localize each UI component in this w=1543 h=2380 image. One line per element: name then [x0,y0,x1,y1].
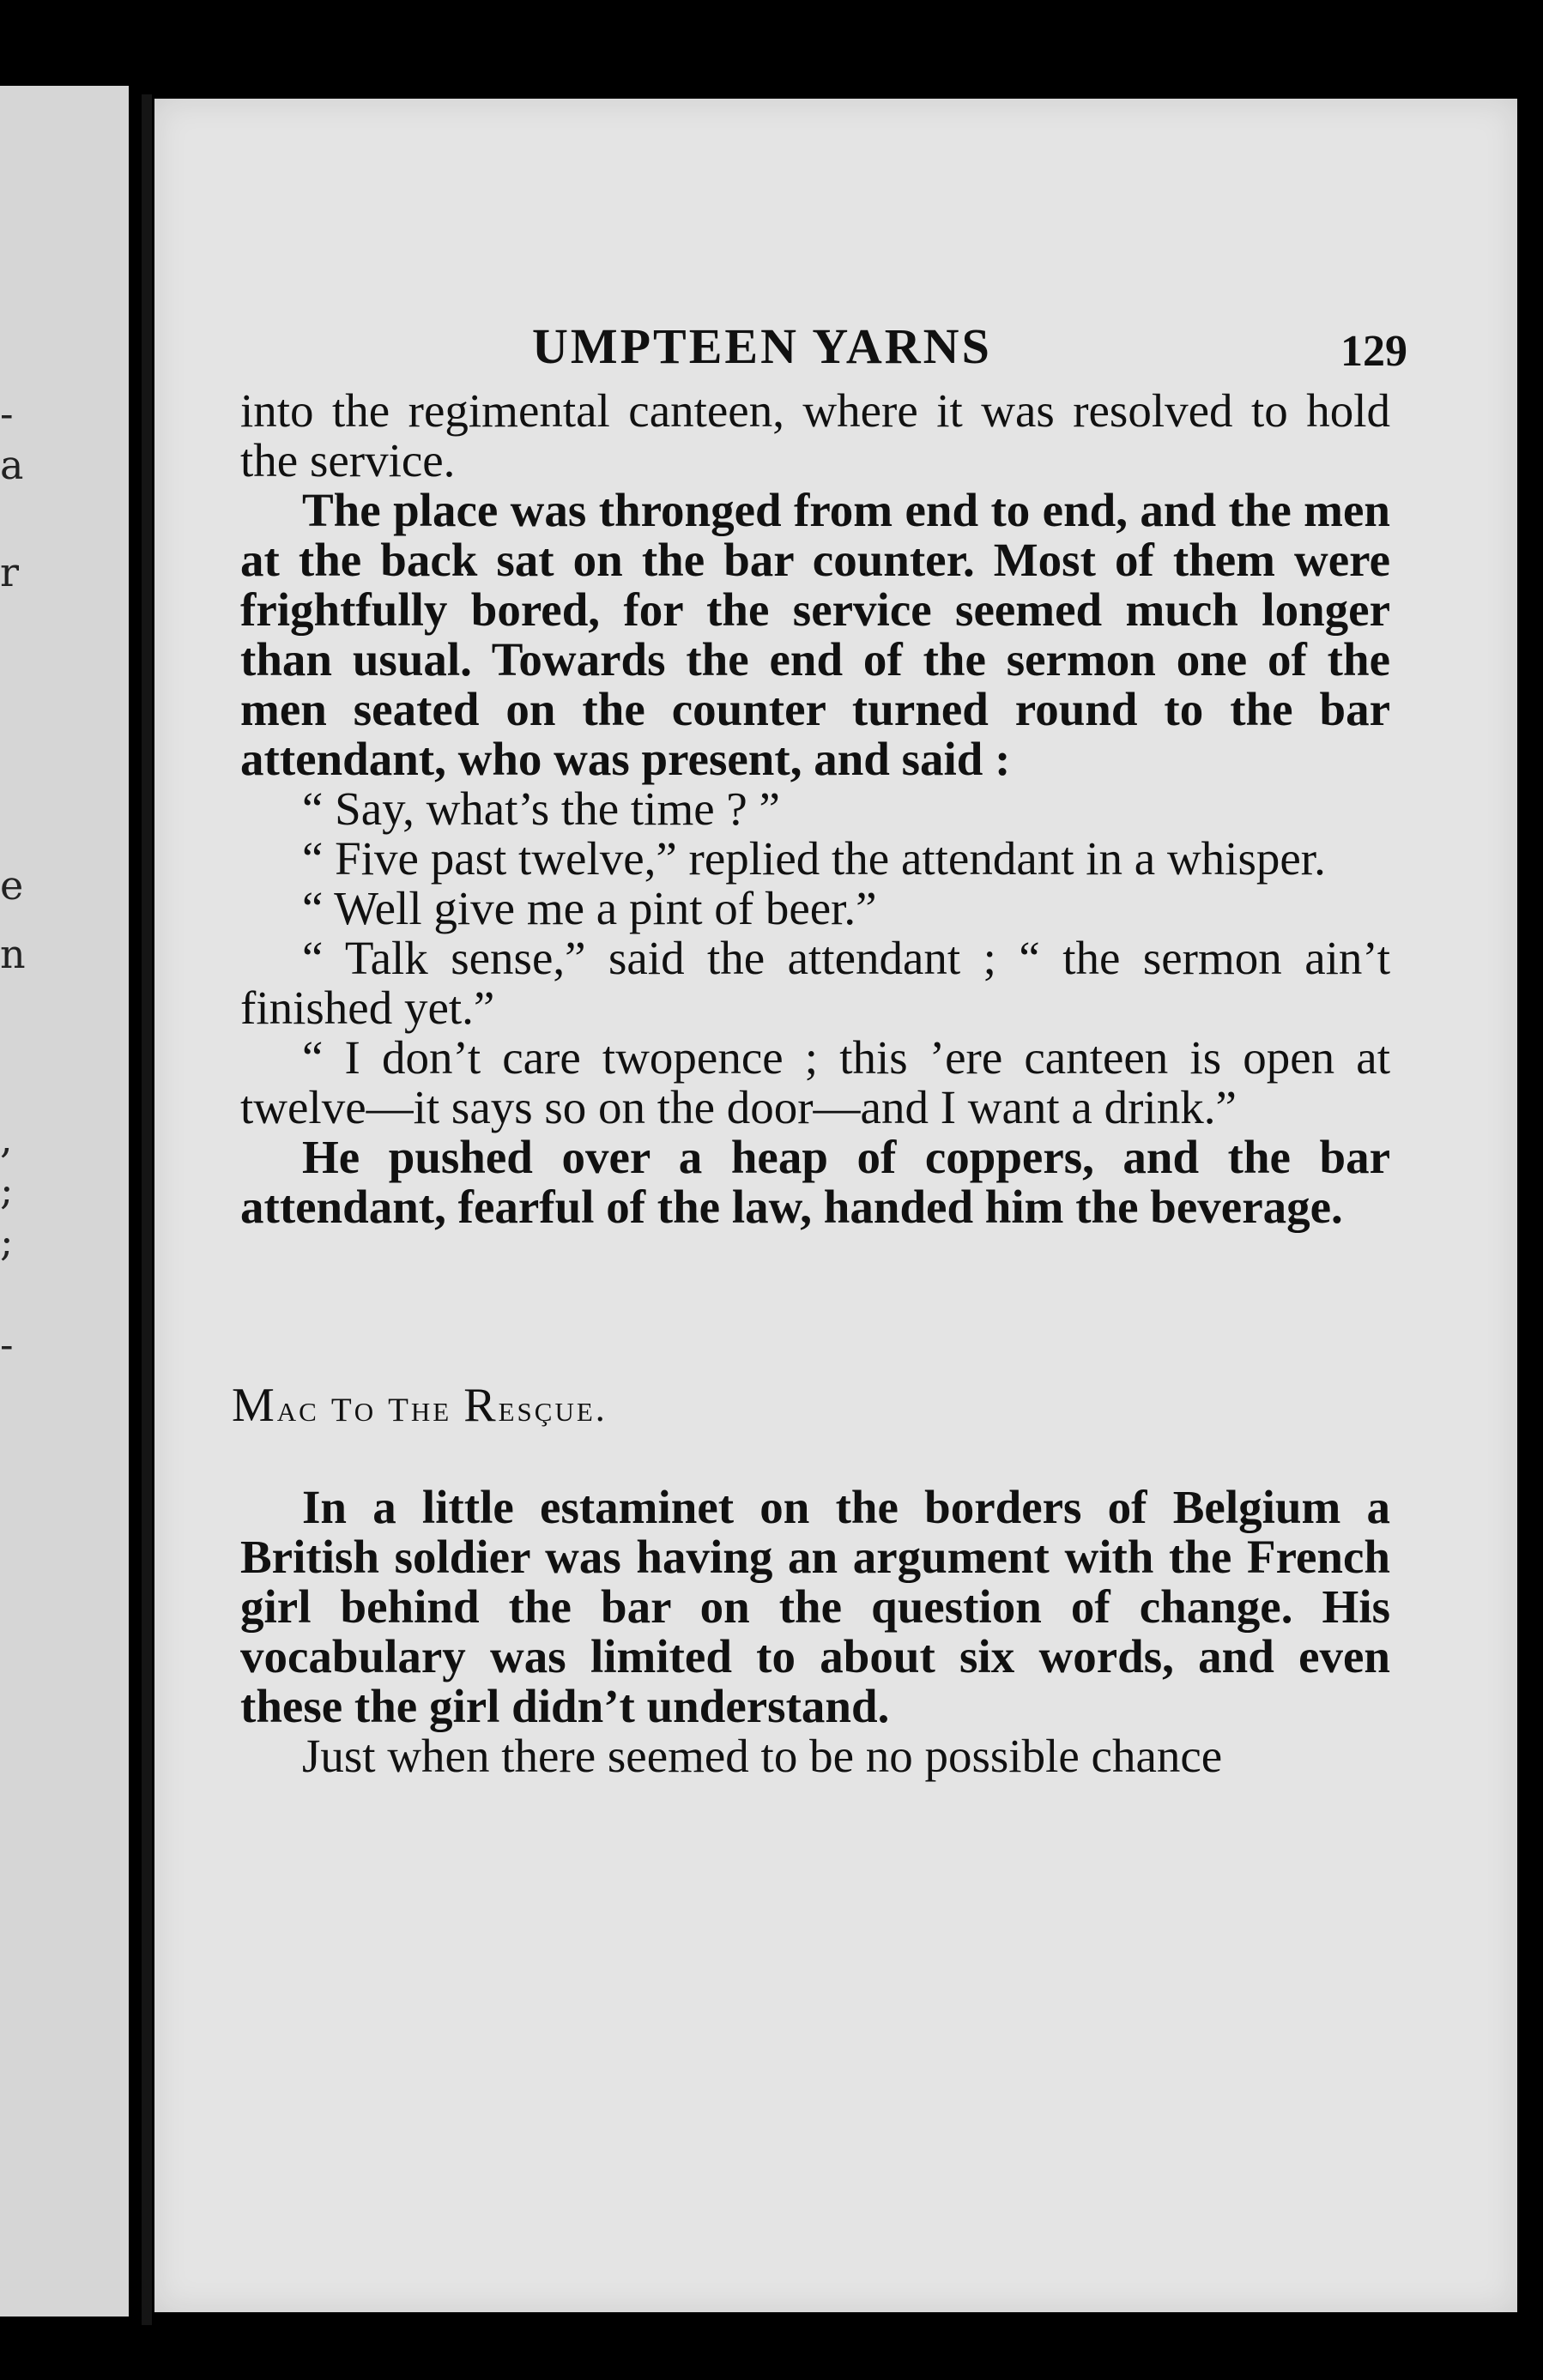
margin-mark: n [0,931,26,977]
heading-initial: t [330,1379,354,1432]
running-head [240,317,1407,386]
section-heading: Mac to the Resçue. [232,1379,608,1432]
paragraph: The place was thronged from end to end, and the men at the back sat on the bar counter. Most of them were frightfully bored, for the service seemed much longer than usual. Towards the end of the sermon one of the men seated on the counter turned round to the bar attendant, who was present, and said : [240,484,1390,785]
dialogue-line: “ I don’t care twopence ; this ’ere canteen is open at twelve—it says so on the door—and I want a drink.” [240,1031,1390,1133]
book-page [154,99,1517,2312]
heading-initial: M [232,1379,277,1432]
page-body [232,317,1407,1782]
margin-mark: - [0,1321,14,1368]
page-number: 129 [1340,327,1407,376]
dialogue-line: “ Talk sense,” said the attendant ; “ the sermon ain’t finished yet.” [240,932,1390,1034]
dialogue-line: “ Say, what’s the time ? ” [302,782,780,835]
dialogue-line: “ Five past twelve,” replied the attendant in a whisper. [302,832,1326,885]
margin-mark: ; [0,1167,14,1213]
margin-mark: - [0,390,14,437]
heading-initial: R [463,1379,499,1432]
margin-mark: a [0,442,24,488]
margin-mark: e [0,862,24,909]
dialogue-line: “ Well give me a pint of beer.” [302,882,877,934]
section-paragraph: Just when there seemed to be no possible chance [302,1730,1223,1782]
page-spine-border [142,94,152,2325]
heading-initial: t [388,1379,411,1432]
margin-mark: ; [0,1218,14,1265]
previous-page-edge [0,86,129,2317]
margin-mark: , [0,1115,13,1162]
paragraph: into the regimental canteen, where it was resolved to hold the service. [240,384,1390,486]
paragraph: He pushed over a heap of coppers, and the bar attendant, fearful of the law, handed him the beverage. [240,1131,1390,1233]
section-paragraph: In a little estaminet on the borders of Belgium a British soldier was having an argument with the French girl behind the bar on the question of change. His vocabulary was limited to about six words, and even these the girl didn’t understand. [240,1481,1390,1732]
running-title: UMPTEEN YARNS [532,318,992,374]
margin-mark: r [0,549,19,595]
